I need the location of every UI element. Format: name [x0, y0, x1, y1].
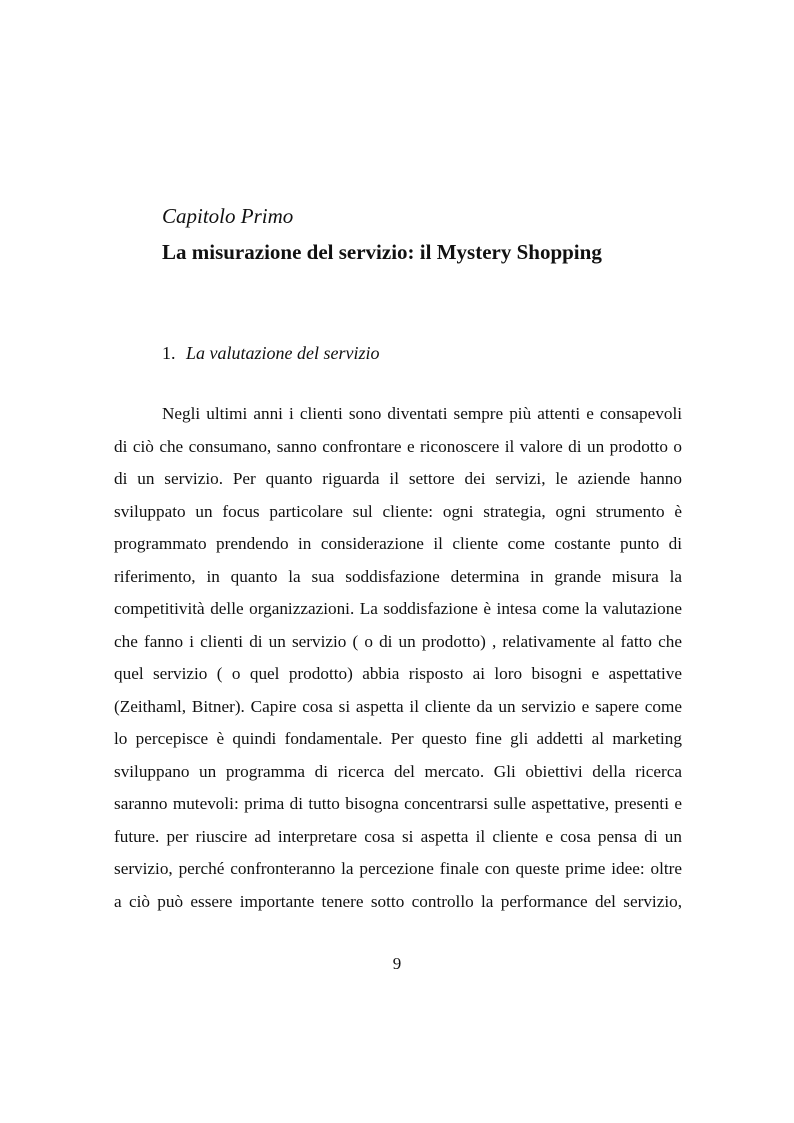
section-number: 1.: [162, 343, 176, 363]
body-paragraph: [114, 398, 682, 918]
paragraph-line: a ciò può essere importante tenere sotto controllo la performance del servizio,: [114, 891, 682, 911]
paragraph-line: riferimento, in quanto la sua soddisfazione determina in grande misura la: [114, 566, 682, 586]
paragraph-line: Negli ultimi anni i clienti sono diventati sempre più attenti e consapevoli: [162, 404, 682, 423]
page-number: 9: [392, 954, 402, 973]
paragraph-line: sviluppato un focus particolare sul cliente: ogni strategia, ogni strumento è: [114, 501, 682, 521]
paragraph-line: (Zeithaml, Bitner). Capire cosa si aspetta il cliente da un servizio e sapere come: [114, 696, 682, 716]
paragraph-line: quel servizio ( o quel prodotto) abbia risposto ai loro bisogni e aspettative: [114, 664, 682, 683]
paragraph-line: servizio, perché confronteranno la percezione finale con queste prime idee: oltre: [114, 859, 682, 878]
paragraph-line: lo percepisce è quindi fondamentale. Per questo fine gli addetti al marketing: [114, 729, 682, 748]
chapter-title: La misurazione del servizio: il Mystery Shopping: [162, 240, 602, 264]
section-title: La valutazione del servizio: [186, 343, 380, 363]
paragraph-line: di ciò che consumano, sanno confrontare e riconoscere il valore di un prodotto o: [114, 436, 682, 456]
paragraph-line: sviluppano un programma di ricerca del mercato. Gli obiettivi della ricerca: [114, 761, 682, 781]
paragraph-line: programmato prendendo in considerazione il cliente come costante punto di: [114, 534, 682, 553]
paragraph-line: di un servizio. Per quanto riguarda il settore dei servizi, le aziende hanno: [114, 469, 682, 488]
paragraph-line: future. per riuscire ad interpretare cosa si aspetta il cliente e cosa pensa di un: [114, 826, 682, 846]
chapter-label: Capitolo Primo: [162, 204, 294, 228]
paragraph-line: saranno mutevoli: prima di tutto bisogna concentrarsi sulle aspettative, presenti e: [114, 794, 682, 813]
paragraph-line: competitività delle organizzazioni. La soddisfazione è intesa come la valutazione: [114, 599, 682, 618]
paragraph-line: che fanno i clienti di un servizio ( o di un prodotto) , relativamente al fatto che: [114, 631, 682, 651]
section-heading: [162, 343, 379, 364]
